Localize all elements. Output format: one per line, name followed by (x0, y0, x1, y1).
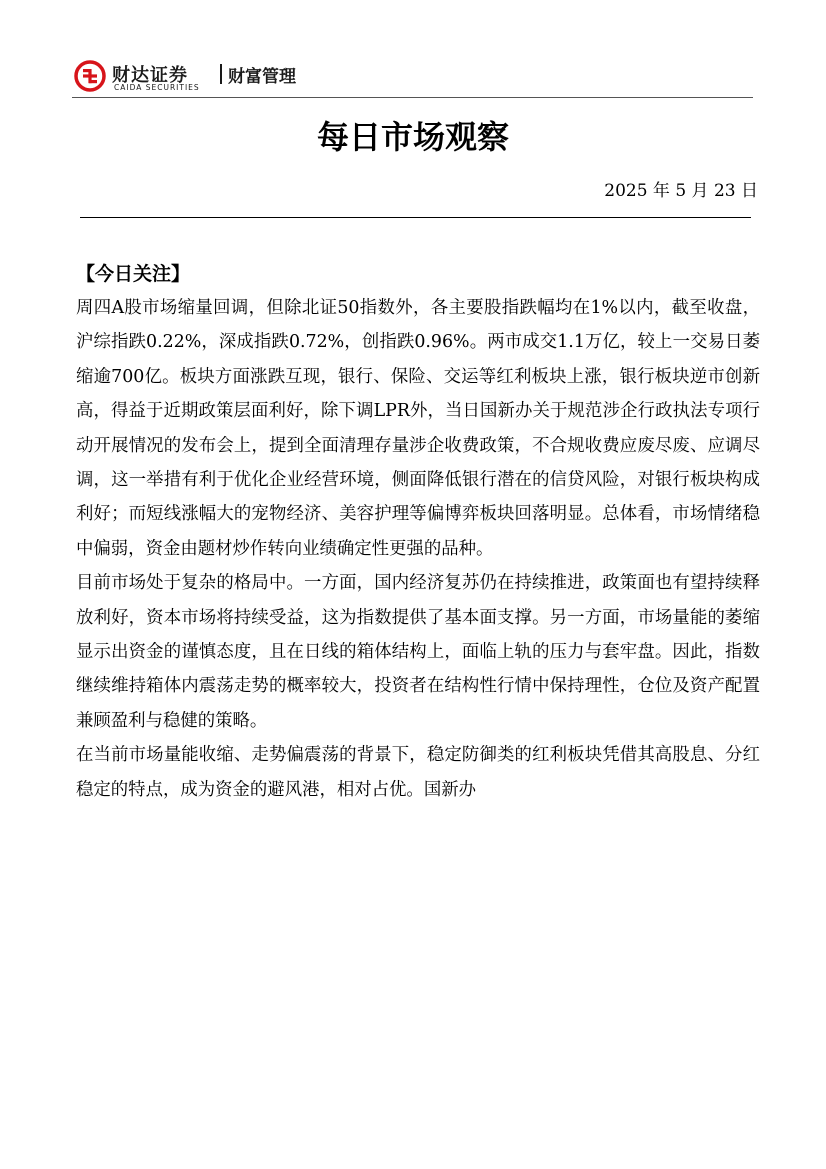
brand-subtitle: 财富管理 (228, 67, 296, 87)
brand-name-cn: 财达证券 (112, 65, 188, 86)
report-date: 2025 年 5 月 23 日 (604, 181, 758, 201)
paragraph-market-summary: 周四A股市场缩量回调，但除北证50指数外，各主要股指跌幅均在1%以内，截至收盘，沪综指跌0.22%，深成指跌0.72%，创指跌0.96%。两市成交1.1万亿，较上一交易日萎缩逾700亿。板块方面涨跌互现，银行、保险、交运等红利板块上涨，银行板块逆市创新高，得益于近期政策层面利好，除下调LPR外，当日国新办关于规范涉企行政执法专项行动开展情况的发布会上，提到全面清理存量涉企收费政策，不合规收费应废尽废、应调尽调，这一举措有利于优化企业经营环境，侧面降低银行潜在的信贷风险，对银行板块构成利好；而短线涨幅大的宠物经济、美容护理等偏博弈板块回落明显。总体看，市场情绪稳中偏弱，资金由题材炒作转向业绩确定性更强的品种。 (76, 298, 760, 559)
paragraph-dividend-sector: 在当前市场量能收缩、走势偏震荡的背景下，稳定防御类的红利板块凭借其高股息、分红稳定的特点，成为资金的避风港，相对占优。国新办 (76, 745, 760, 800)
report-title: 每日市场观察 (316, 118, 509, 156)
caida-logo-icon (74, 60, 106, 92)
header-rule (72, 97, 753, 98)
paragraph-market-outlook: 目前市场处于复杂的格局中。一方面，国内经济复苏仍在持续推进，政策面也有望持续释放利好，资本市场将持续受益，这为指数提供了基本面支撑。另一方面，市场量能的萎缩显示出资金的谨慎态度，且在日线的箱体结构上，面临上轨的压力与套牢盘。因此，指数继续维持箱体内震荡走势的概率较大，投资者在结构性行情中保持理性，仓位及资产配置兼顾盈利与稳健的策略。 (76, 573, 760, 731)
brand-divider (220, 64, 222, 84)
date-rule (80, 217, 751, 218)
report-header (74, 58, 754, 98)
report-body (76, 257, 760, 807)
section-heading: 【今日关注】 (76, 263, 191, 285)
brand-name-en: CAIDA SECURITIES (114, 83, 200, 92)
